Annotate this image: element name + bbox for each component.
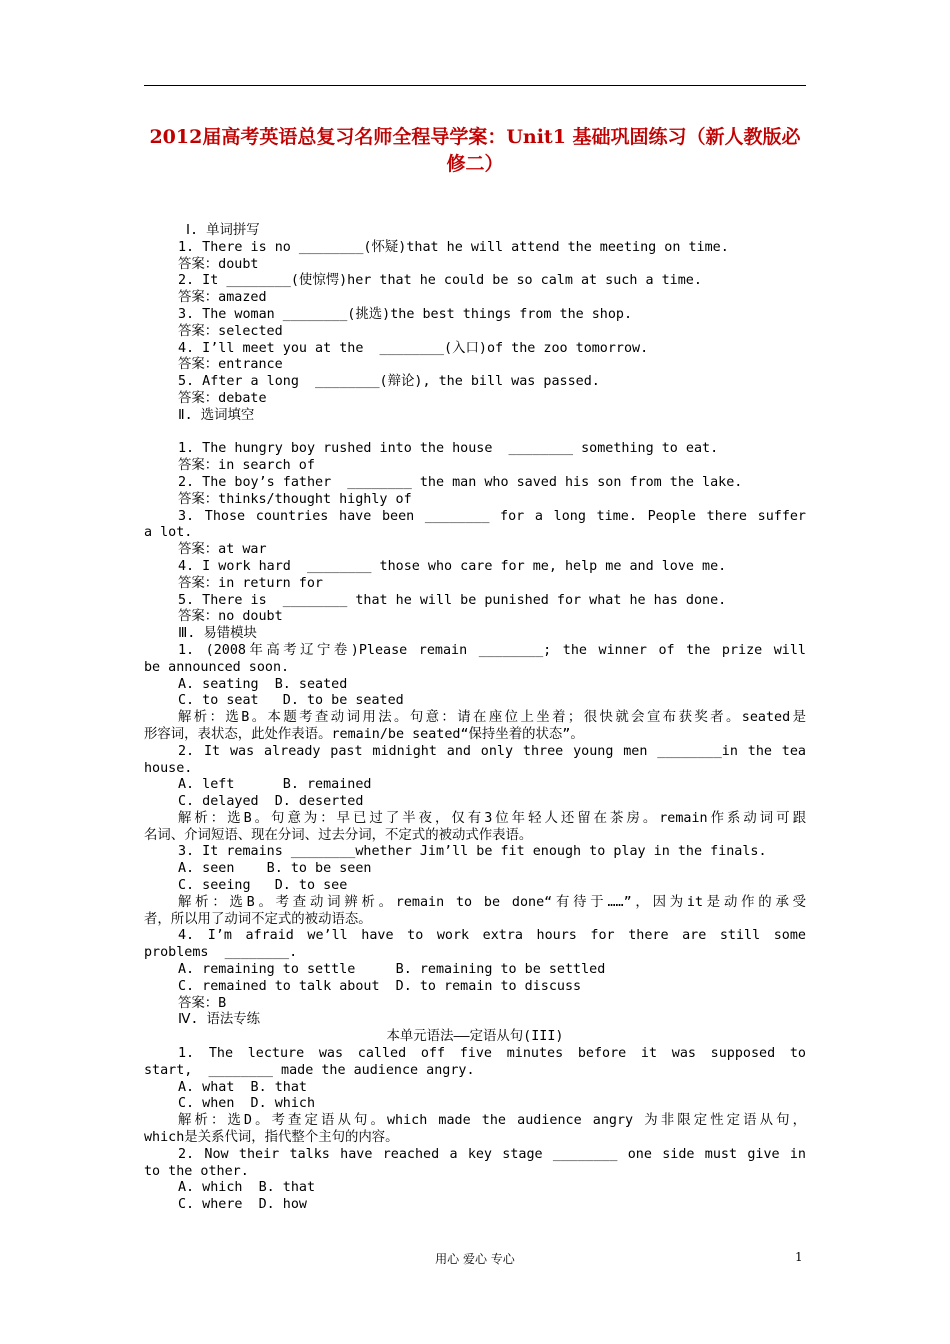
text-line: C. when D. which: [178, 1096, 316, 1112]
text-line: 者，所以用了动词不定式的被动语态。: [144, 911, 372, 927]
text-line: 答案：doubt: [178, 256, 259, 272]
text-line: C. to seat D. to be seated: [178, 693, 404, 709]
footer-text: 用心 爱心 专心: [435, 1252, 515, 1266]
text-line: 答案：amazed: [178, 290, 267, 306]
text-line: 3. Those countries have been ________ for a long time. People there suffer: [178, 508, 806, 524]
text-line: Ⅳ. 语法专练: [178, 1012, 261, 1028]
text-line: 1. (2008年高考辽宁卷)Please remain ________; the winner of the prize will: [178, 642, 806, 658]
text-line: 5. After a long ________(辩论), the bill was passed.: [178, 374, 600, 390]
text-line: C. seeing D. to see: [178, 878, 348, 894]
text-line: 答案：B: [178, 995, 227, 1011]
text-line: 3. It remains ________whether Jim’ll be fit enough to play in the finals.: [178, 844, 767, 860]
text-line: 答案：in search of: [178, 458, 315, 474]
text-line: 答案：at war: [178, 542, 267, 558]
text-line: A. remaining to settle B. remaining to be settled: [178, 962, 606, 978]
text-line: 答案：debate: [178, 390, 267, 406]
text-line: 解析：选B。句意为：早已过了半夜，仅有3位年轻人还留在茶房。remain作系动词可跟: [178, 810, 806, 826]
text-line: A. which B. that: [178, 1180, 316, 1196]
text-line: 2. The boy’s father ________ the man who saved his son from the lake.: [178, 474, 743, 490]
document-title: 2012届高考英语总复习名师全程导学案：Unit1 基础巩固练习（新人教版必修二）: [149, 126, 801, 175]
text-line: Ⅰ. 单词拼写: [178, 223, 260, 238]
text-line: 答案：in return for: [178, 575, 323, 591]
text-line: start, ________ made the audience angry.: [144, 1062, 475, 1078]
text-line: 4. I work hard ________ those who care for me, help me and love me.: [178, 558, 727, 574]
text-line: A. seating B. seated: [178, 676, 348, 692]
text-line: 3. The woman ________(挑选)the best things from the shop.: [178, 306, 633, 322]
text-line: 解析：选D。考查定语从句。which made the audience angry 为非限定性定语从句，: [178, 1113, 806, 1129]
blank-line: [144, 425, 806, 442]
text-line: 4. I’m afraid we’ll have to work extra hours for there are still some: [178, 928, 806, 944]
text-line: 4. I’ll meet you at the ________(入口)of the zoo tomorrow.: [178, 340, 649, 356]
text-line: 5. There is ________ that he will be punished for what he has done.: [178, 592, 727, 608]
text-line: 解析：选B。考查动词辨析。remain to be done“有待于……”，因为it是动作的承受: [178, 894, 806, 910]
text-line: which是关系代词，指代整个主句的内容。: [144, 1130, 399, 1146]
text-line: house.: [144, 760, 193, 776]
text-line: A. left B. remained: [178, 777, 372, 793]
text-line: 答案：selected: [178, 323, 283, 339]
text-line: C. remained to talk about D. to remain to discuss: [178, 978, 582, 994]
text-line: C. where D. how: [178, 1197, 307, 1213]
text-line: to the other.: [144, 1163, 249, 1179]
text-line: 2. Now their talks have reached a key stage ________ one side must give in: [178, 1146, 806, 1162]
text-line: 答案：entrance: [178, 357, 283, 373]
text-line: A. what B. that: [178, 1079, 307, 1095]
text-line: a lot.: [144, 525, 193, 541]
text-line: 名词、介词短语、现在分词、过去分词，不定式的被动式作表语。: [144, 827, 533, 843]
text-line: C. delayed D. deserted: [178, 794, 364, 810]
text-line: be announced soon.: [144, 659, 290, 675]
text-line: 形容词，表状态，此处作表语。remain/be seated“保持坐着的状态”。: [144, 726, 584, 742]
text-line: 本单元语法——定语从句(III): [386, 1029, 564, 1045]
text-line: 答案：no doubt: [178, 609, 283, 625]
text-line: problems ________.: [144, 945, 298, 961]
text-line: 2. It ________(使惊愕)her that he could be so calm at such a time.: [178, 273, 702, 289]
text-line: 2. It was already past midnight and only three young men ________in the tea: [178, 743, 806, 759]
document-body: [144, 223, 806, 1214]
header-rule: [144, 85, 806, 86]
text-line: A. seen B. to be seen: [178, 861, 372, 877]
text-line: Ⅲ. 易错模块: [178, 626, 257, 642]
text-line: 1. The lecture was called off five minutes before it was supposed to: [178, 1046, 806, 1062]
page-number: 1: [795, 1250, 803, 1264]
text-line: Ⅱ. 选词填空: [178, 407, 255, 423]
text-line: 1. The hungry boy rushed into the house ________ something to eat.: [178, 441, 719, 457]
text-line: 1. There is no ________(怀疑)that he will attend the meeting on time.: [178, 239, 729, 255]
text-line: 解析：选B。本题考查动词用法。句意：请在座位上坐着；很快就会宣布获奖者。seated是: [178, 710, 806, 726]
text-line: 答案：thinks/thought highly of: [178, 491, 412, 507]
